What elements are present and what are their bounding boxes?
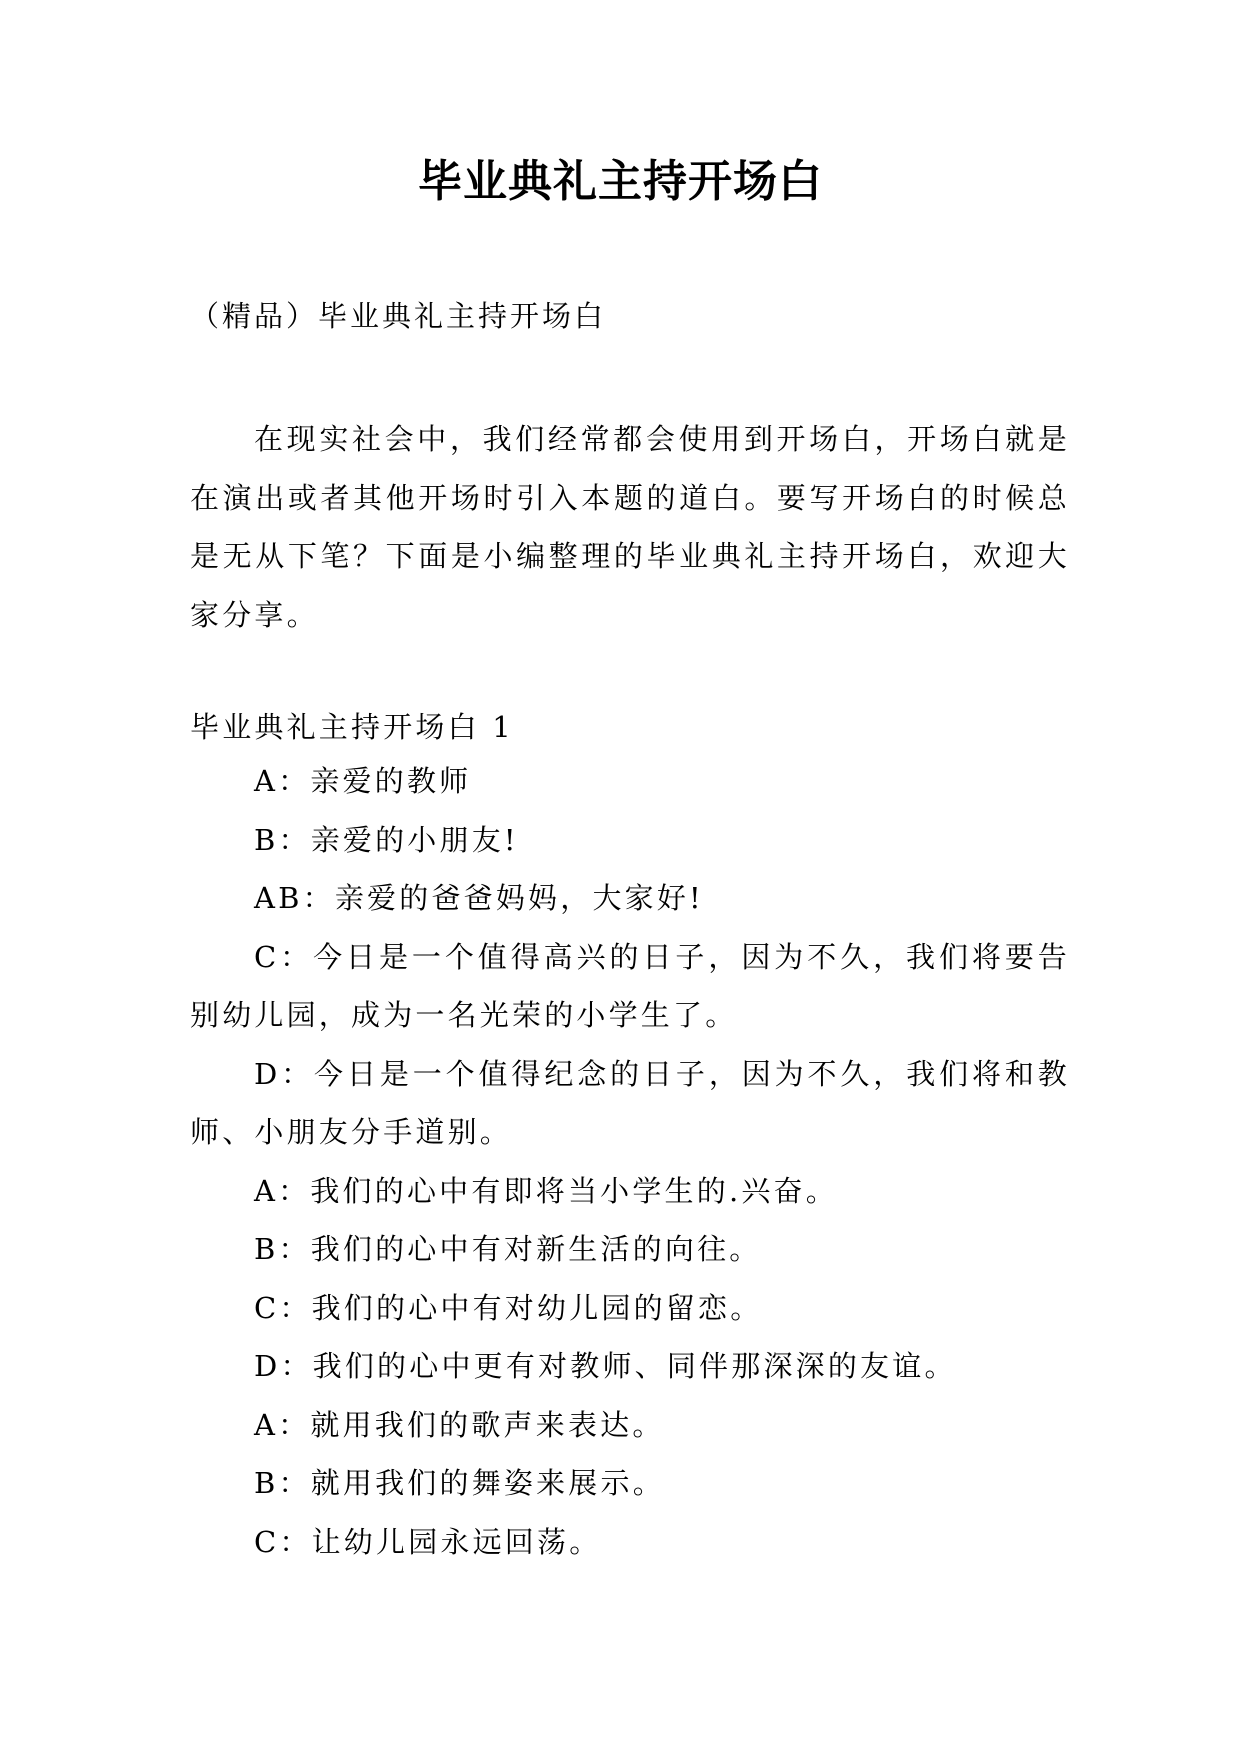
intro-paragraph: 在现实社会中，我们经常都会使用到开场白，开场白就是在演出或者其他开场时引入本题的道白。要写开场白的时候总是无从下笔？下面是小编整理的毕业典礼主持开场白，欢迎大家分享。	[190, 422, 1070, 632]
document-title: 毕业典礼主持开场白	[418, 156, 823, 207]
dialogue-line: A：亲爱的教师	[254, 764, 472, 798]
dialogue-line: A：就用我们的歌声来表达。	[254, 1407, 665, 1442]
dialogue-line: A：我们的心中有即将当小学生的.兴奋。	[254, 1173, 838, 1208]
dialogue-line: B：就用我们的舞姿来展示。	[254, 1466, 665, 1500]
dialogue-line: AB：亲爱的爸爸妈妈，大家好!	[254, 881, 704, 915]
document-subtitle: （精品）毕业典礼主持开场白	[190, 299, 607, 333]
dialogue-line: C：今日是一个值得高兴的日子，因为不久，我们将要告别幼儿园，成为一名光荣的小学生了。	[190, 939, 1070, 1032]
dialogue-list	[190, 752, 1070, 1571]
dialogue-line: B：我们的心中有对新生活的向往。	[254, 1232, 762, 1266]
intro-section	[190, 410, 1070, 644]
dialogue-line: D：我们的心中更有对教师、同伴那深深的友谊。	[254, 1349, 957, 1383]
dialogue-line: C：让幼儿园永远回荡。	[254, 1524, 602, 1559]
dialogue-line: D：今日是一个值得纪念的日子，因为不久，我们将和教师、小朋友分手道别。	[190, 1056, 1070, 1149]
dialogue-line: B：亲爱的小朋友!	[254, 822, 519, 857]
section-title: 毕业典礼主持开场白 1	[190, 710, 514, 744]
dialogue-line: C：我们的心中有对幼儿园的留恋。	[254, 1290, 763, 1325]
